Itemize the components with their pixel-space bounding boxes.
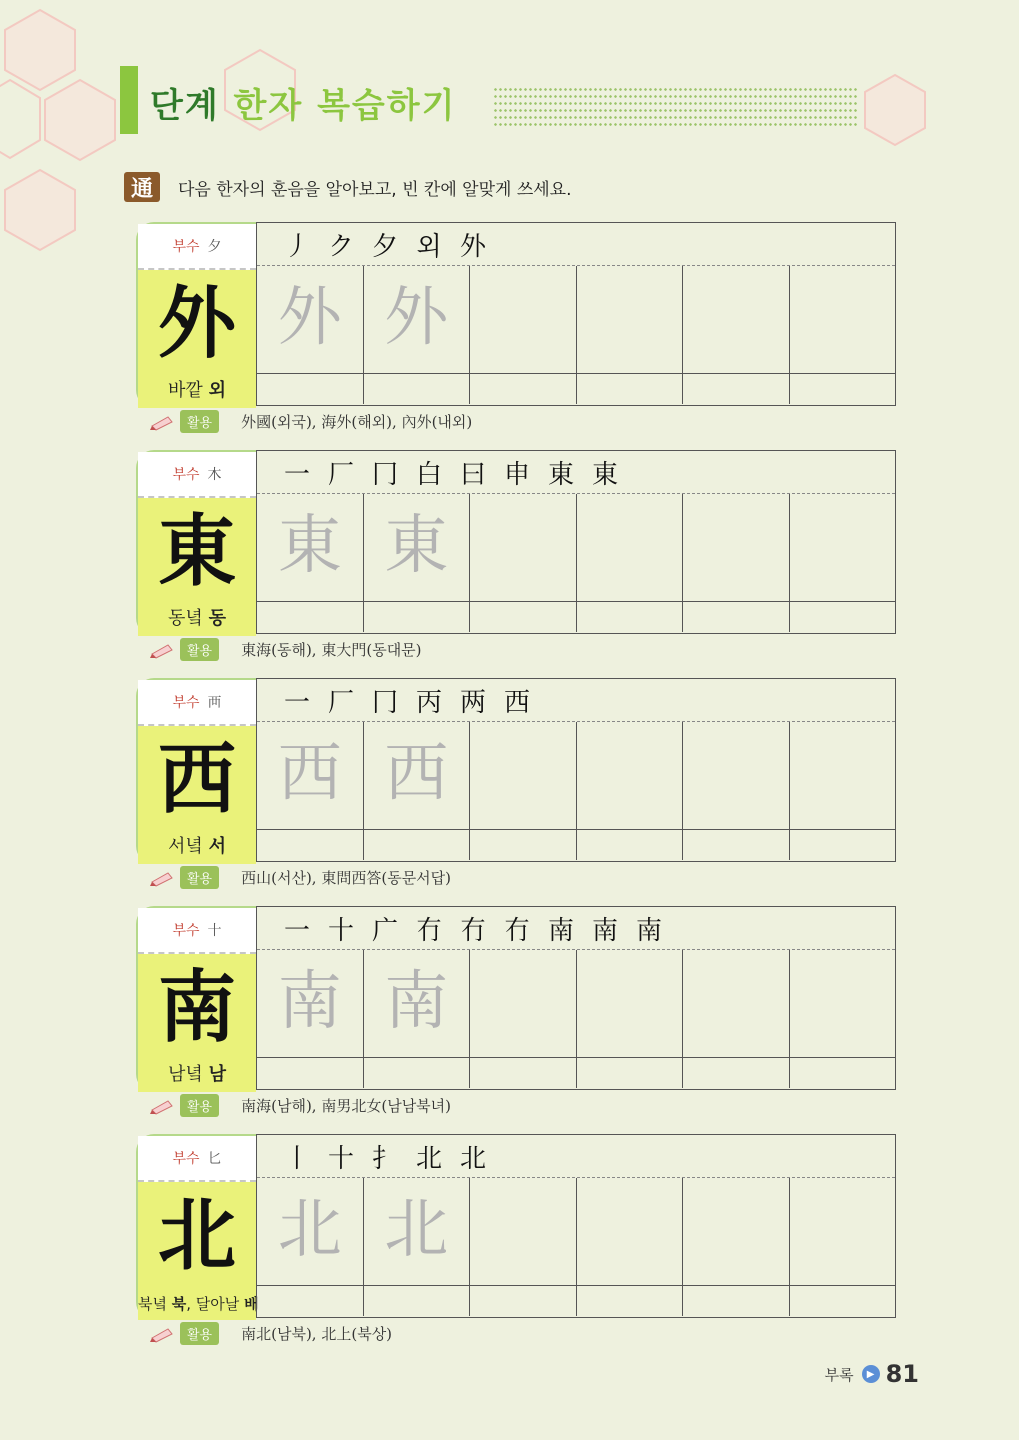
writing-cell[interactable] — [257, 722, 364, 860]
radical-label: 부수 — [172, 239, 200, 255]
writing-cell[interactable] — [577, 950, 684, 1088]
writing-cells — [257, 722, 895, 860]
dotted-decoration — [493, 86, 858, 128]
meaning-reading — [138, 832, 256, 858]
cell-divider — [470, 601, 576, 602]
writing-cell[interactable] — [470, 494, 577, 632]
reading-text: 동 — [208, 608, 226, 629]
cell-divider — [470, 1057, 576, 1058]
writing-cells — [257, 1178, 895, 1316]
radical-row — [138, 224, 256, 270]
radical-row — [138, 1136, 256, 1182]
hexagon-decoration — [860, 70, 930, 150]
stroke-step: ク — [327, 231, 354, 262]
title-part2: 한자 복습하기 — [233, 86, 457, 126]
writing-cell[interactable] — [683, 494, 790, 632]
stroke-step: 丿 — [283, 231, 310, 262]
arrow-right-icon: ▶ — [862, 1365, 880, 1383]
meaning-text: 북녘 — [138, 1295, 167, 1313]
page-footer — [825, 1360, 919, 1388]
radical-char: 夕 — [207, 239, 222, 255]
practice-grid — [256, 906, 896, 1090]
writing-cell[interactable] — [470, 950, 577, 1088]
usage-label: 활용 — [180, 1322, 219, 1345]
instruction-icon: 通 — [124, 172, 160, 202]
cell-divider — [257, 601, 363, 602]
stroke-step: 丙 — [415, 687, 442, 718]
cell-divider — [257, 1285, 363, 1286]
cell-divider — [364, 1057, 470, 1058]
trace-character: 北 — [277, 1193, 342, 1267]
cell-divider — [257, 829, 363, 830]
stroke-step: 十 — [327, 915, 354, 946]
writing-cell[interactable] — [364, 1178, 471, 1316]
writing-cell[interactable] — [790, 266, 896, 404]
cell-divider — [790, 601, 896, 602]
stroke-step: 夕 — [371, 231, 398, 262]
stroke-step: 冇 — [459, 915, 486, 946]
usage-row — [150, 1322, 392, 1345]
stroke-order-row — [257, 1135, 895, 1178]
character-panel — [136, 906, 256, 1092]
stroke-step: 厂 — [327, 687, 354, 718]
stroke-order-row — [257, 907, 895, 950]
cell-divider — [790, 1285, 896, 1286]
writing-cell[interactable] — [470, 1178, 577, 1316]
writing-cells — [257, 266, 895, 404]
main-character: 東 — [157, 506, 236, 597]
meaning-reading — [138, 604, 256, 630]
stroke-step: 冂 — [371, 687, 398, 718]
writing-cell[interactable] — [364, 494, 471, 632]
stroke-step: 一 — [283, 459, 310, 490]
main-character: 西 — [157, 734, 236, 825]
practice-block — [136, 1134, 896, 1320]
writing-cell[interactable] — [364, 266, 471, 404]
character-panel — [136, 1134, 259, 1320]
radical-label: 부수 — [172, 923, 200, 939]
character-panel — [136, 678, 256, 864]
practice-block — [136, 678, 896, 864]
stroke-step: 西 — [503, 687, 530, 718]
trace-character: 東 — [277, 509, 342, 583]
practice-grid — [256, 222, 896, 406]
character-panel — [136, 222, 256, 408]
stroke-step: 東 — [547, 459, 574, 490]
radical-char: 十 — [207, 923, 222, 939]
cell-divider — [364, 1285, 470, 1286]
stroke-step: 北 — [415, 1143, 442, 1174]
trace-character: 外 — [384, 281, 449, 355]
radical-label: 부수 — [172, 695, 200, 711]
writing-cell[interactable] — [683, 722, 790, 860]
cell-divider — [470, 829, 576, 830]
stroke-step: 曰 — [459, 459, 486, 490]
cell-divider — [364, 601, 470, 602]
stroke-step: 白 — [415, 459, 442, 490]
writing-cell[interactable] — [257, 266, 364, 404]
title-part1: 단계 — [150, 86, 220, 126]
pencil-icon — [150, 642, 176, 658]
writing-cell[interactable] — [683, 1178, 790, 1316]
cell-divider — [470, 1285, 576, 1286]
usage-text: 南海(남해), 南男北女(남남북녀) — [241, 1097, 452, 1115]
stroke-order-row — [257, 451, 895, 494]
page-number: 81 — [885, 1360, 919, 1388]
character-panel — [136, 450, 256, 636]
character-area — [138, 1182, 259, 1320]
cell-divider — [790, 829, 896, 830]
usage-row — [150, 1094, 451, 1117]
radical-row — [138, 908, 256, 954]
meaning-reading — [138, 376, 256, 402]
radical-char: 襾 — [207, 695, 222, 711]
stroke-order-row — [257, 223, 895, 266]
instruction — [124, 172, 572, 202]
meaning-extra-text: , 달아날 — [186, 1295, 240, 1313]
practice-grid — [256, 1134, 896, 1318]
trace-character: 西 — [277, 737, 342, 811]
radical-row — [138, 680, 256, 726]
stroke-step: 南 — [635, 915, 662, 946]
cell-divider — [577, 829, 683, 830]
writing-cell[interactable] — [790, 494, 896, 632]
character-area — [138, 726, 256, 864]
cell-divider — [364, 373, 470, 374]
stroke-step: 丨 — [283, 1143, 310, 1174]
usage-row — [150, 638, 422, 661]
meaning-text: 남녘 — [168, 1064, 203, 1085]
instruction-text: 다음 한자의 훈음을 알아보고, 빈 칸에 알맞게 쓰세요. — [178, 179, 572, 200]
cell-divider — [257, 373, 363, 374]
writing-cell[interactable] — [577, 266, 684, 404]
usage-label: 활용 — [180, 638, 219, 661]
main-character: 北 — [157, 1190, 236, 1281]
trace-character: 西 — [384, 737, 449, 811]
cell-divider — [683, 1285, 789, 1286]
trace-character: 南 — [277, 965, 342, 1039]
radical-row — [138, 452, 256, 498]
reading-text: 남 — [208, 1064, 226, 1085]
reading-extra-text: 배 — [244, 1295, 259, 1313]
radical-char: 匕 — [207, 1151, 222, 1167]
cell-divider — [790, 373, 896, 374]
pencil-icon — [150, 1098, 176, 1114]
stroke-step: 外 — [459, 231, 486, 262]
reading-text: 외 — [208, 380, 226, 401]
usage-row — [150, 410, 472, 433]
writing-cell[interactable] — [257, 950, 364, 1088]
main-character: 南 — [157, 962, 236, 1053]
trace-character: 東 — [384, 509, 449, 583]
footer-label: 부록 — [824, 1365, 854, 1384]
stroke-step: 一 — [283, 687, 310, 718]
writing-cell[interactable] — [470, 266, 577, 404]
stroke-step: 一 — [283, 915, 310, 946]
practice-grid — [256, 450, 896, 634]
cell-divider — [683, 829, 789, 830]
usage-text: 東海(동해), 東大門(동대문) — [241, 641, 422, 659]
writing-cell[interactable] — [790, 722, 896, 860]
stroke-step: 十 — [327, 1143, 354, 1174]
usage-label: 활용 — [180, 866, 219, 889]
writing-cell[interactable] — [577, 1178, 684, 1316]
stroke-step: 南 — [547, 915, 574, 946]
cell-divider — [577, 373, 683, 374]
practice-block — [136, 222, 896, 408]
practice-block — [136, 906, 896, 1092]
usage-label: 활용 — [180, 410, 219, 433]
stroke-step: 广 — [371, 915, 398, 946]
cell-divider — [257, 1057, 363, 1058]
writing-cells — [257, 494, 895, 632]
cell-divider — [683, 373, 789, 374]
stroke-order-row — [257, 679, 895, 722]
meaning-reading — [138, 1060, 256, 1086]
cell-divider — [577, 1285, 683, 1286]
pencil-icon — [150, 870, 176, 886]
usage-text: 西山(서산), 東問西答(동문서답) — [241, 869, 452, 887]
reading-text: 북 — [171, 1295, 187, 1313]
stroke-step: 扌 — [371, 1143, 398, 1174]
cell-divider — [470, 373, 576, 374]
meaning-text: 바깥 — [168, 380, 203, 401]
cell-divider — [577, 601, 683, 602]
meaning-text: 동녘 — [168, 608, 203, 629]
stroke-step: 两 — [459, 687, 486, 718]
meaning-reading — [138, 1293, 259, 1314]
trace-character: 南 — [384, 965, 449, 1039]
meaning-text: 서녘 — [168, 836, 203, 857]
writing-cell[interactable] — [364, 950, 471, 1088]
trace-character: 外 — [277, 281, 342, 355]
character-area — [138, 270, 256, 408]
usage-text: 外國(외국), 海外(해외), 內外(내외) — [241, 413, 473, 431]
stroke-step: 冇 — [503, 915, 530, 946]
writing-cell[interactable] — [257, 1178, 364, 1316]
practice-grid — [256, 678, 896, 862]
writing-cell[interactable] — [790, 950, 896, 1088]
stroke-step: 東 — [591, 459, 618, 490]
usage-text: 南北(남북), 北上(북상) — [241, 1325, 393, 1343]
character-area — [138, 498, 256, 636]
pencil-icon — [150, 414, 176, 430]
page-title — [150, 78, 456, 127]
writing-cell[interactable] — [577, 494, 684, 632]
title-accent-bar — [120, 66, 138, 134]
usage-row — [150, 866, 451, 889]
stroke-step: 冇 — [415, 915, 442, 946]
writing-cell[interactable] — [470, 722, 577, 860]
writing-cell[interactable] — [683, 266, 790, 404]
radical-label: 부수 — [172, 467, 200, 483]
reading-text: 서 — [208, 836, 226, 857]
radical-label: 부수 — [172, 1151, 200, 1167]
writing-cell[interactable] — [577, 722, 684, 860]
cell-divider — [790, 1057, 896, 1058]
stroke-step: 南 — [591, 915, 618, 946]
cell-divider — [683, 601, 789, 602]
trace-character: 北 — [384, 1193, 449, 1267]
cell-divider — [683, 1057, 789, 1058]
radical-char: 木 — [207, 467, 222, 483]
cell-divider — [364, 829, 470, 830]
character-area — [138, 954, 256, 1092]
pencil-icon — [150, 1326, 176, 1342]
stroke-step: 申 — [503, 459, 530, 490]
usage-label: 활용 — [180, 1094, 219, 1117]
writing-cell[interactable] — [257, 494, 364, 632]
practice-block — [136, 450, 896, 636]
stroke-step: 北 — [459, 1143, 486, 1174]
writing-cells — [257, 950, 895, 1088]
writing-cell[interactable] — [364, 722, 471, 860]
writing-cell[interactable] — [790, 1178, 896, 1316]
stroke-step: 厂 — [327, 459, 354, 490]
stroke-step: 冂 — [371, 459, 398, 490]
writing-cell[interactable] — [683, 950, 790, 1088]
stroke-step: 외 — [416, 231, 442, 262]
cell-divider — [577, 1057, 683, 1058]
main-character: 外 — [157, 278, 236, 369]
